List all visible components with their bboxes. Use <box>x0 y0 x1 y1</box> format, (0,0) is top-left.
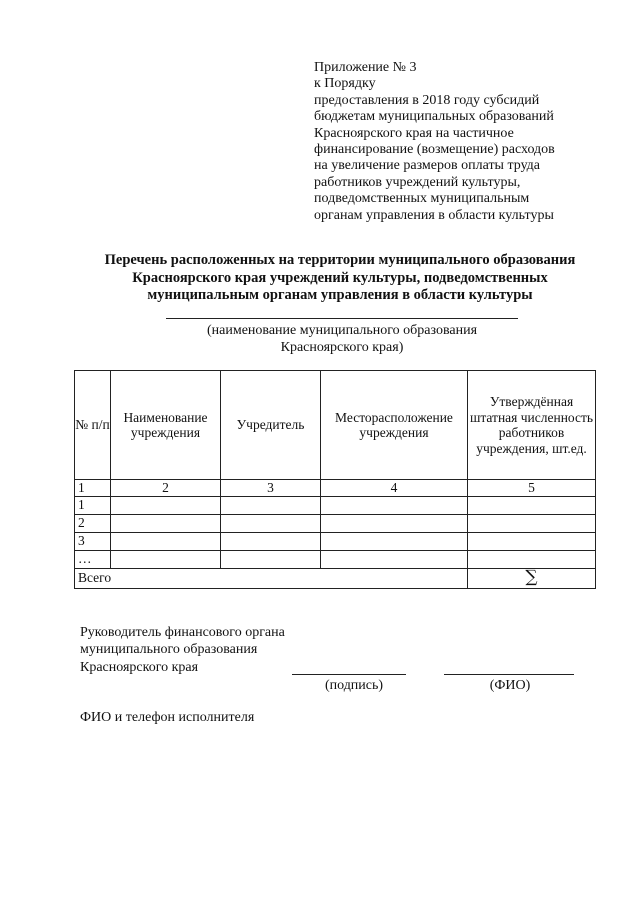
header-staff-count: Утверждённая штатная численность работников учреждения, шт.ед. <box>468 371 596 480</box>
name-line <box>444 674 574 675</box>
municipality-caption-line: (наименование муниципального образования <box>206 323 478 338</box>
total-row <box>75 568 596 588</box>
cell-staff-count[interactable] <box>468 550 596 568</box>
column-number: 2 <box>111 480 221 497</box>
institutions-table <box>74 370 596 589</box>
municipality-name-line <box>166 318 518 319</box>
cell-staff-count[interactable] <box>468 514 596 532</box>
appendix-block <box>314 60 614 224</box>
cell-founder[interactable] <box>221 514 321 532</box>
signer-block <box>80 624 340 676</box>
column-number: 1 <box>75 480 111 497</box>
appendix-line: бюджетам муниципальных образований <box>314 109 554 125</box>
cell-location[interactable] <box>321 550 468 568</box>
column-number: 3 <box>221 480 321 497</box>
appendix-line: предоставления в 2018 году субсидий <box>314 92 540 108</box>
column-number-row <box>75 480 596 497</box>
cell-founder[interactable] <box>221 496 321 514</box>
signature-caption: (подпись) <box>324 678 384 693</box>
row-number: … <box>75 550 111 568</box>
column-number: 5 <box>468 480 596 497</box>
sigma-icon: ∑ <box>525 567 538 588</box>
cell-institution-name[interactable] <box>111 514 221 532</box>
cell-institution-name[interactable] <box>111 532 221 550</box>
table-row <box>75 550 596 568</box>
cell-institution-name[interactable] <box>111 496 221 514</box>
signer-line: муниципального образования <box>80 642 258 658</box>
header-founder: Учредитель <box>221 371 321 480</box>
name-caption: (ФИО) <box>489 678 531 693</box>
table-header-row <box>75 371 596 480</box>
appendix-line: финансирование (возмещение) расходов <box>314 142 555 158</box>
document-title <box>70 252 610 305</box>
appendix-line: органам управления в области культуры <box>314 207 554 223</box>
row-number: 1 <box>75 496 111 514</box>
cell-location[interactable] <box>321 514 468 532</box>
header-location: Месторасположение учреждения <box>321 371 468 480</box>
total-cell <box>468 568 596 588</box>
cell-staff-count[interactable] <box>468 496 596 514</box>
row-number: 3 <box>75 532 111 550</box>
appendix-line: Красноярского края на частичное <box>314 125 514 141</box>
executor-label: ФИО и телефон исполнителя <box>80 710 255 725</box>
signer-line: Красноярского края <box>80 659 199 675</box>
appendix-line: к Порядку <box>314 76 376 92</box>
column-number: 4 <box>321 480 468 497</box>
signature-line <box>292 674 406 675</box>
table-row <box>75 496 596 514</box>
cell-founder[interactable] <box>221 532 321 550</box>
title-line: Перечень расположенных на территории муниципального образования <box>104 252 576 268</box>
header-number: № п/п <box>75 371 111 480</box>
total-label: Всего <box>75 568 468 588</box>
appendix-line: Приложение № 3 <box>314 60 417 75</box>
table-row <box>75 514 596 532</box>
title-line: Красноярского края учреждений культуры, подведомственных <box>132 269 548 286</box>
header-institution-name: Наименование учреждения <box>111 371 221 480</box>
cell-location[interactable] <box>321 532 468 550</box>
appendix-line: на увеличение размеров оплаты труда <box>314 158 541 174</box>
cell-institution-name[interactable] <box>111 550 221 568</box>
municipality-caption-line: Красноярского края) <box>280 340 404 355</box>
cell-founder[interactable] <box>221 550 321 568</box>
cell-staff-count[interactable] <box>468 532 596 550</box>
title-line: муниципальным органам управления в области культуры <box>147 287 533 303</box>
table-row <box>75 532 596 550</box>
signer-line: Руководитель финансового органа <box>80 625 285 640</box>
cell-location[interactable] <box>321 496 468 514</box>
appendix-line: работников учреждений культуры, <box>314 174 521 190</box>
row-number: 2 <box>75 514 111 532</box>
appendix-line: подведомственных муниципальным <box>314 191 530 207</box>
municipality-caption <box>140 322 544 356</box>
